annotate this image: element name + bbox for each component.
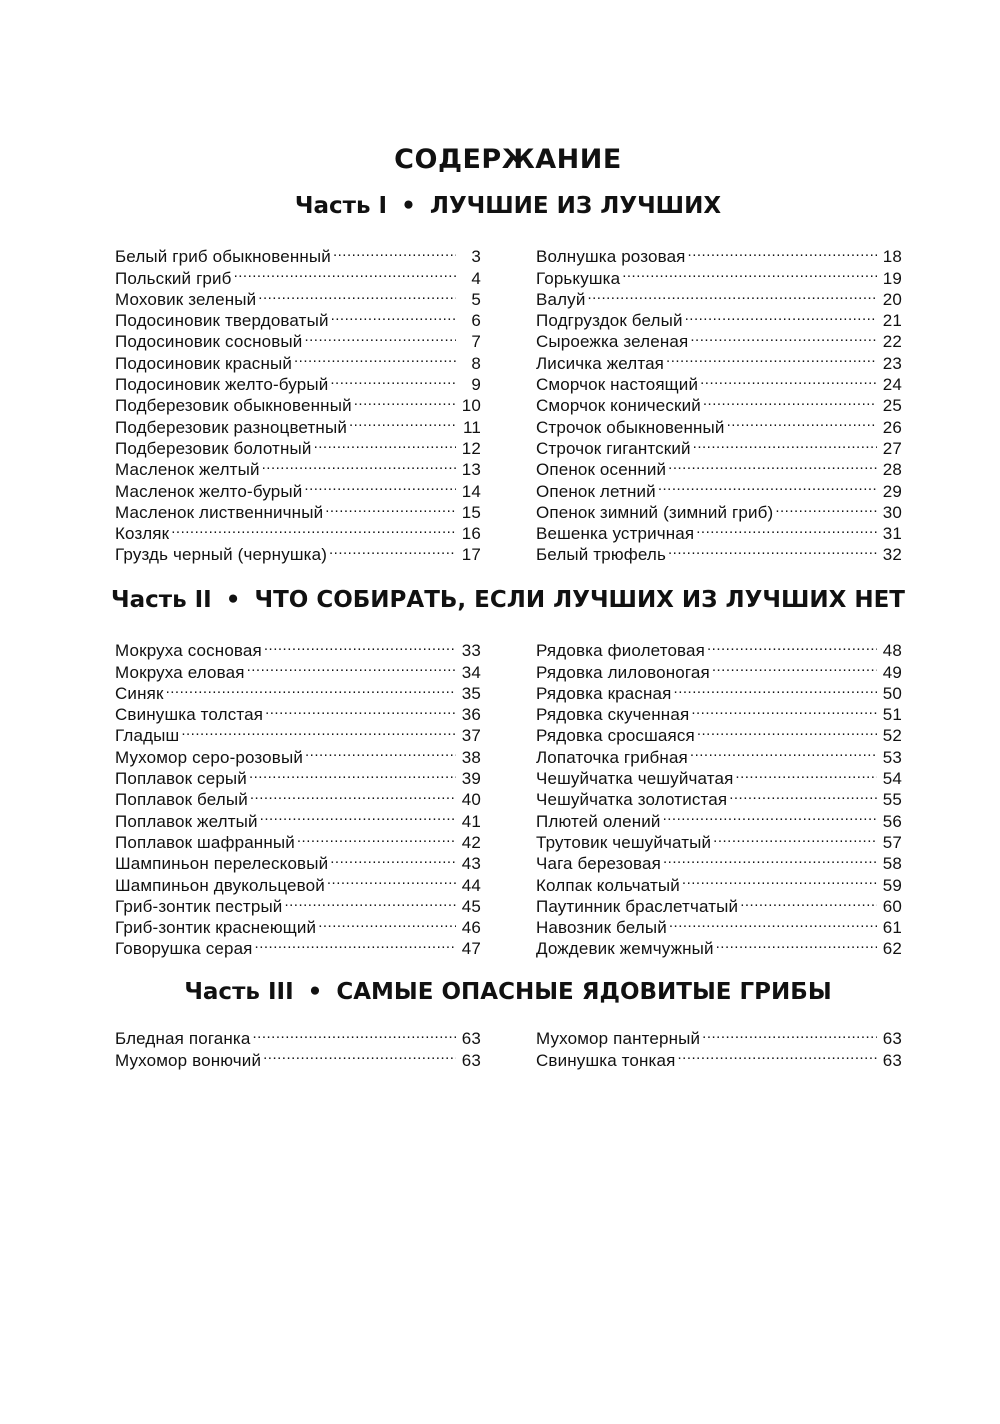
toc-entry-title: Белый гриб обыкновенный — [115, 247, 331, 267]
toc-entry-page: 63 — [461, 1050, 481, 1070]
toc-entry[interactable] — [115, 1023, 481, 1049]
dot-leader — [775, 497, 877, 518]
dot-leader — [693, 433, 877, 454]
part-1-label: Часть I — [294, 193, 388, 219]
bullet-icon: • — [401, 193, 416, 219]
toc-entry[interactable] — [536, 305, 902, 331]
toc-entry-title: Валуй — [536, 289, 586, 309]
toc-entry-title: Опенок зимний (зимний гриб) — [536, 502, 774, 522]
toc-entry-page: 47 — [461, 939, 481, 959]
toc-entry[interactable] — [115, 678, 481, 703]
toc-entry-page: 56 — [882, 811, 902, 831]
dot-leader — [740, 891, 877, 912]
toc-entry-page: 20 — [882, 289, 902, 309]
toc-entry-title: Моховик зеленый — [115, 289, 257, 309]
toc-entry-title: Чешуйчатка золотистая — [536, 790, 728, 810]
dot-leader — [284, 891, 456, 912]
toc-entry-title: Лопаточка грибная — [536, 747, 688, 767]
dot-leader — [674, 678, 877, 699]
dot-leader — [696, 518, 877, 539]
toc-entry-title: Масленок желто-бурый — [115, 481, 303, 501]
toc-entry[interactable] — [536, 284, 902, 309]
toc-entry-page: 13 — [461, 460, 481, 480]
dot-leader — [247, 656, 456, 677]
dot-leader — [703, 390, 877, 411]
toc-entry[interactable] — [115, 241, 481, 267]
toc-entry-page: 51 — [882, 705, 902, 725]
toc-entry-title: Говорушка серая — [115, 939, 253, 959]
dot-leader — [677, 1044, 877, 1065]
dot-leader — [349, 411, 456, 432]
dot-leader — [262, 454, 456, 475]
toc-entry-page: 60 — [882, 896, 902, 916]
toc-entry-page: 63 — [461, 1029, 481, 1049]
dot-leader — [263, 1044, 456, 1065]
toc-entry-page: 31 — [882, 524, 902, 544]
toc-entry-title: Чага березовая — [536, 854, 661, 874]
toc-entry-title: Волнушка розовая — [536, 247, 686, 267]
toc-entry-title: Поплавок желтый — [115, 811, 258, 831]
toc-entry-title: Груздь черный (чернушка) — [115, 545, 328, 565]
part-1-right-column — [536, 241, 902, 565]
toc-entry-title: Подосиновик красный — [115, 353, 293, 373]
toc-entry-page: 36 — [461, 705, 481, 725]
dot-leader — [682, 869, 877, 890]
toc-entry-page: 63 — [882, 1029, 902, 1049]
toc-entry-title: Строчок гигантский — [536, 438, 691, 458]
toc-entry-page: 17 — [461, 545, 481, 565]
toc-entry-page: 5 — [471, 289, 481, 309]
toc-entry-page: 39 — [461, 769, 481, 789]
dot-leader — [253, 1023, 456, 1044]
toc-entry-page: 8 — [471, 353, 481, 373]
toc-entry-title: Дождевик жемчужный — [536, 939, 714, 959]
toc-entry-page: 46 — [461, 918, 481, 938]
bullet-icon: • — [307, 979, 323, 1005]
toc-entry-page: 58 — [882, 854, 902, 874]
toc-entry-page: 40 — [461, 790, 481, 810]
dot-leader — [669, 912, 877, 933]
part-2-title: ЧТО СОБИРАТЬ, ЕСЛИ ЛУЧШИХ ИЗ ЛУЧШИХ НЕТ — [254, 587, 905, 613]
toc-entry-page: 27 — [882, 438, 902, 458]
toc-entry-title: Рядовка красная — [536, 683, 672, 703]
toc-entry-title: Рядовка лиловоногая — [536, 662, 710, 682]
dot-leader — [690, 326, 877, 347]
toc-entry-page: 33 — [461, 641, 481, 661]
toc-entry-title: Поплавок серый — [115, 769, 247, 789]
dot-leader — [330, 848, 456, 869]
toc-entry-title: Чешуйчатка чешуйчатая — [536, 769, 734, 789]
dot-leader — [712, 656, 877, 677]
part-2-label: Часть II — [111, 587, 212, 613]
dot-leader — [264, 635, 456, 656]
dot-leader — [333, 241, 456, 262]
dot-leader — [658, 475, 877, 496]
toc-entry-title: Подосиновик сосновый — [115, 332, 303, 352]
dot-leader — [729, 784, 877, 805]
toc-entry-title: Масленок лиственничный — [115, 502, 324, 522]
toc-entry-title: Козляк — [115, 524, 170, 544]
toc-entry-page: 23 — [882, 353, 902, 373]
toc-entry-title: Свинушка тонкая — [536, 1050, 676, 1070]
toc-entry-title: Паутинник браслетчатый — [536, 896, 739, 916]
toc-entry-title: Сыроежка зеленая — [536, 332, 689, 352]
toc-entry-page: 41 — [461, 811, 481, 831]
part-1-title: ЛУЧШИЕ ИЗ ЛУЧШИХ — [429, 193, 722, 219]
part-1-entries — [115, 241, 902, 565]
toc-entry-page: 30 — [882, 502, 902, 522]
dot-leader — [622, 262, 877, 283]
dot-leader — [666, 347, 877, 368]
toc-entry-title: Подберезовик болотный — [115, 438, 312, 458]
toc-entry-page: 14 — [461, 481, 481, 501]
toc-entry-page: 37 — [461, 726, 481, 746]
part-3-entries — [115, 1023, 902, 1070]
toc-entry-title: Поплавок белый — [115, 790, 248, 810]
toc-entry-page: 45 — [461, 896, 481, 916]
toc-entry-title: Навозник белый — [536, 918, 667, 938]
toc-entry-title: Колпак кольчатый — [536, 875, 680, 895]
dot-leader — [707, 635, 877, 656]
toc-entry-page: 44 — [461, 875, 481, 895]
toc-entry-title: Бледная поганка — [115, 1029, 251, 1049]
part-3-left-column — [115, 1023, 481, 1070]
toc-entry-page: 57 — [882, 832, 902, 852]
dot-leader — [314, 433, 456, 454]
toc-entry-title: Трутовик чешуйчатый — [536, 832, 712, 852]
toc-entry-page: 7 — [471, 332, 481, 352]
part-3-label: Часть III — [184, 979, 294, 1005]
toc-entry-title: Мухомор пантерный — [536, 1029, 701, 1049]
toc-entry-title: Гладыш — [115, 726, 180, 746]
toc-entry-title: Мокруха еловая — [115, 662, 245, 682]
dot-leader — [702, 1023, 877, 1044]
dot-leader — [250, 784, 456, 805]
toc-entry-title: Поплавок шафранный — [115, 832, 295, 852]
toc-entry-page: 59 — [882, 875, 902, 895]
toc-entry-page: 61 — [882, 918, 902, 938]
toc-entry-title: Опенок летний — [536, 481, 656, 501]
toc-entry-title: Гриб-зонтик пестрый — [115, 896, 283, 916]
dot-leader — [265, 699, 456, 720]
toc-entry-page: 12 — [461, 438, 481, 458]
toc-entry-title: Мухомор серо-розовый — [115, 747, 303, 767]
dot-leader — [727, 411, 877, 432]
toc-entry-page: 15 — [461, 502, 481, 522]
dot-leader — [249, 763, 456, 784]
toc-entry-page: 54 — [882, 769, 902, 789]
toc-entry-title: Синяк — [115, 683, 164, 703]
toc-entry-page: 9 — [471, 375, 481, 395]
toc-entry-page: 62 — [882, 939, 902, 959]
dot-leader — [690, 741, 877, 762]
part-1-left-column — [115, 241, 481, 565]
part-3-heading — [0, 979, 1000, 1005]
dot-leader — [330, 369, 456, 390]
toc-entry-page: 21 — [882, 311, 902, 331]
part-2-heading — [0, 587, 1000, 613]
dot-leader — [327, 869, 456, 890]
toc-entry-page: 53 — [882, 747, 902, 767]
toc-entry-title: Шампиньон перелесковый — [115, 854, 329, 874]
toc-entry[interactable] — [536, 1023, 902, 1049]
toc-entry-title: Строчок обыкновенный — [536, 417, 725, 437]
toc-entry-page: 52 — [882, 726, 902, 746]
toc-entry-page: 49 — [882, 662, 902, 682]
toc-entry-page: 55 — [882, 790, 902, 810]
dot-leader — [318, 912, 456, 933]
toc-entry-page: 19 — [882, 268, 902, 288]
toc-entry-page: 48 — [882, 641, 902, 661]
dot-leader — [663, 805, 877, 826]
dot-leader — [166, 678, 456, 699]
dot-leader — [171, 518, 456, 539]
dot-leader — [258, 284, 456, 305]
toc-entry-title: Шампиньон двукольцевой — [115, 875, 325, 895]
toc-entry-title: Рядовка фиолетовая — [536, 641, 705, 661]
toc-entry-page: 3 — [471, 247, 481, 267]
dot-leader — [668, 454, 877, 475]
part-3-right-column — [536, 1023, 902, 1070]
toc-entry-title: Подберезовик разноцветный — [115, 417, 347, 437]
toc-entry-page: 4 — [471, 268, 481, 288]
dot-leader — [688, 241, 877, 262]
part-1-heading — [0, 193, 1000, 219]
dot-leader — [700, 369, 877, 390]
toc-entry-title: Сморчок настоящий — [536, 375, 699, 395]
dot-leader — [234, 262, 456, 283]
dot-leader — [691, 699, 877, 720]
bullet-icon: • — [225, 587, 241, 613]
toc-entry-page: 29 — [882, 481, 902, 501]
toc-entry-page: 18 — [882, 247, 902, 267]
dot-leader — [735, 763, 877, 784]
dot-leader — [325, 497, 456, 518]
part-2-left-column — [115, 635, 481, 959]
dot-leader — [713, 827, 877, 848]
dot-leader — [260, 805, 456, 826]
toc-entry-title: Вешенка устричная — [536, 524, 695, 544]
toc-entry-title: Лисичка желтая — [536, 353, 665, 373]
part-2-right-column — [536, 635, 902, 959]
dot-leader — [668, 539, 877, 560]
page-title: СОДЕРЖАНИЕ — [394, 144, 622, 176]
toc-entry-title: Горькушка — [536, 268, 621, 288]
toc-entry-page: 63 — [882, 1050, 902, 1070]
dot-leader — [305, 741, 456, 762]
part-2-entries — [115, 635, 902, 959]
toc-entry[interactable] — [115, 699, 481, 725]
dot-leader — [297, 827, 456, 848]
toc-entry-title: Свинушка толстая — [115, 705, 264, 725]
toc-entry-page: 38 — [461, 747, 481, 767]
dot-leader — [331, 305, 456, 326]
dot-leader — [716, 933, 877, 954]
toc-entry-title: Рядовка скученная — [536, 705, 690, 725]
toc-entry-page: 26 — [882, 417, 902, 437]
toc-entry-page: 16 — [461, 524, 481, 544]
toc-entry-page: 22 — [882, 332, 902, 352]
toc-entry-page: 11 — [463, 417, 481, 437]
dot-leader — [181, 720, 456, 741]
toc-entry-title: Подосиновик желто-бурый — [115, 375, 329, 395]
toc-entry-page: 43 — [461, 854, 481, 874]
toc-entry[interactable] — [115, 635, 481, 661]
dot-leader — [255, 933, 456, 954]
dot-leader — [685, 305, 877, 326]
dot-leader — [329, 539, 456, 560]
toc-entry-title: Мухомор вонючий — [115, 1050, 262, 1070]
dot-leader — [587, 284, 877, 305]
toc-entry[interactable] — [115, 539, 481, 565]
toc-entry-page: 28 — [882, 460, 902, 480]
toc-entry-page: 24 — [882, 375, 902, 395]
toc-entry-title: Польский гриб — [115, 268, 232, 288]
toc-entry[interactable] — [536, 635, 902, 661]
dot-leader — [304, 475, 456, 496]
toc-entry-title: Подгруздок белый — [536, 311, 683, 331]
toc-entry-page: 32 — [882, 545, 902, 565]
toc-entry-page: 6 — [471, 311, 481, 331]
dot-leader — [697, 720, 877, 741]
dot-leader — [354, 390, 456, 411]
dot-leader — [294, 347, 456, 368]
toc-entry-title: Сморчок конический — [536, 396, 701, 416]
toc-entry-title: Масленок желтый — [115, 460, 260, 480]
part-3-title: САМЫЕ ОПАСНЫЕ ЯДОВИТЫЕ ГРИБЫ — [336, 979, 832, 1005]
toc-entry-title: Мокруха сосновая — [115, 641, 262, 661]
toc-entry-title: Гриб-зонтик краснеющий — [115, 918, 317, 938]
toc-entry-title: Плютей олений — [536, 811, 661, 831]
toc-entry-page: 42 — [461, 832, 481, 852]
toc-entry-page: 34 — [461, 662, 481, 682]
toc-entry-title: Белый трюфель — [536, 545, 666, 565]
toc-entry-page: 50 — [882, 683, 902, 703]
dot-leader — [304, 326, 456, 347]
dot-leader — [663, 848, 877, 869]
toc-entry-title: Рядовка сросшаяся — [536, 726, 695, 746]
toc-entry-title: Опенок осенний — [536, 460, 667, 480]
toc-entry-title: Подосиновик твердоватый — [115, 311, 329, 331]
toc-entry-page: 10 — [461, 396, 481, 416]
toc-entry[interactable] — [536, 241, 902, 267]
toc-entry-title: Подберезовик обыкновенный — [115, 396, 352, 416]
toc-entry-page: 35 — [461, 683, 481, 703]
toc-entry-page: 25 — [882, 396, 902, 416]
